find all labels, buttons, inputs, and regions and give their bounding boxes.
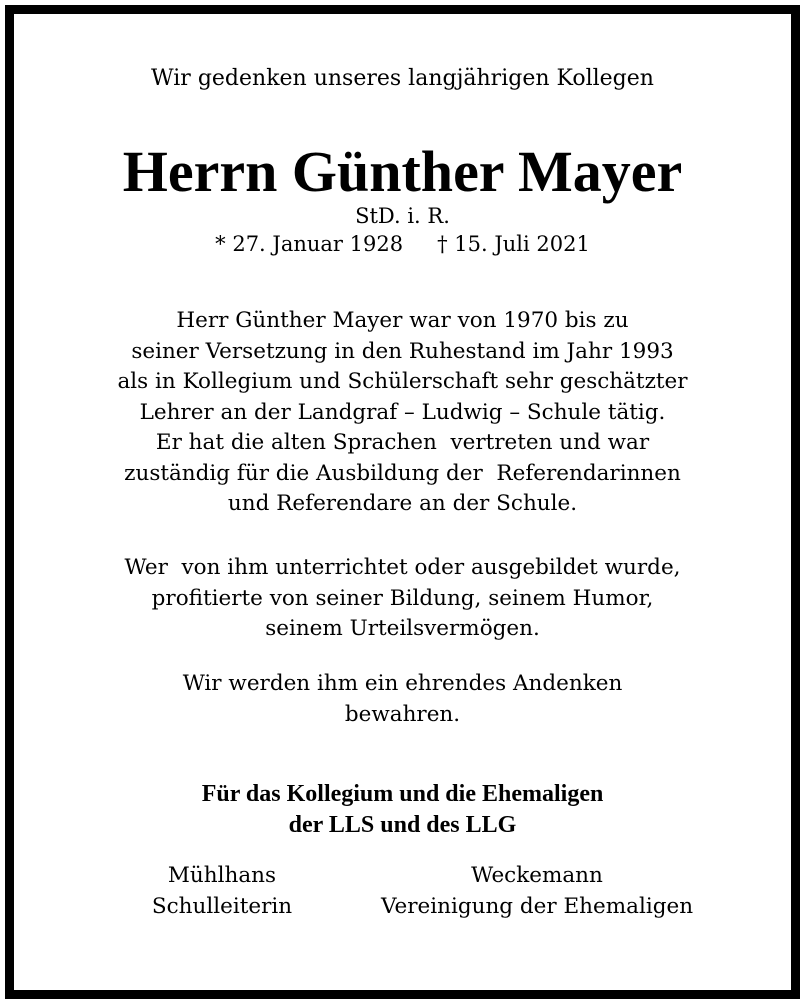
text-line: zuständig für die Ausbildung der Referendarinnen (124, 460, 681, 486)
signatory-left (102, 860, 342, 922)
academic-title: StD. i. R. (355, 204, 450, 228)
signatory-name: Mühlhans (167, 863, 277, 888)
signature-heading (14, 779, 791, 841)
text-line: und Referendare an der Schule. (227, 491, 578, 516)
text-line: Für das Kollegium und die Ehemaligen (201, 781, 604, 807)
tribute-paragraph (14, 553, 791, 645)
text-line: profitierte von seiner Bildung, seinem Humor, (151, 585, 654, 611)
signatory-role: Schulleiterin (151, 894, 293, 919)
text-line: Herr Günther Mayer war von 1970 bis zu (176, 308, 629, 333)
life-dates (14, 230, 791, 258)
text-line: Er hat die alten Sprachen vertreten und war (155, 430, 650, 455)
signatory-role: Vereinigung der Ehemaligen (380, 894, 694, 919)
text-line: bewahren. (344, 701, 461, 727)
text-line: als in Kollegium und Schülerschaft sehr geschätzter (117, 369, 688, 394)
career-paragraph (14, 306, 791, 520)
signatory-right (346, 860, 728, 922)
text-line: Wer von ihm unterrichtet oder ausgebildet wurde, (124, 555, 681, 580)
remembrance-paragraph (14, 669, 791, 730)
text-line: seinem Urteilsvermögen. (265, 616, 540, 641)
text-line: der LLS und des LLG (288, 812, 517, 838)
text-line: Wir werden ihm ein ehrendes Andenken (182, 671, 623, 696)
signatory-name: Weckemann (471, 863, 603, 888)
intro-line: Wir gedenken unseres langjährigen Kollegen (151, 66, 654, 91)
text-line: Lehrer an der Landgraf – Ludwig – Schule tätig. (139, 399, 666, 425)
birth-date: * 27. Januar 1928 (215, 232, 404, 256)
deceased-name: Herrn Günther Mayer (122, 139, 683, 204)
text-line: seiner Versetzung in den Ruhestand im Jahr 1993 (131, 338, 674, 364)
death-date: † 15. Juli 2021 (437, 232, 590, 256)
